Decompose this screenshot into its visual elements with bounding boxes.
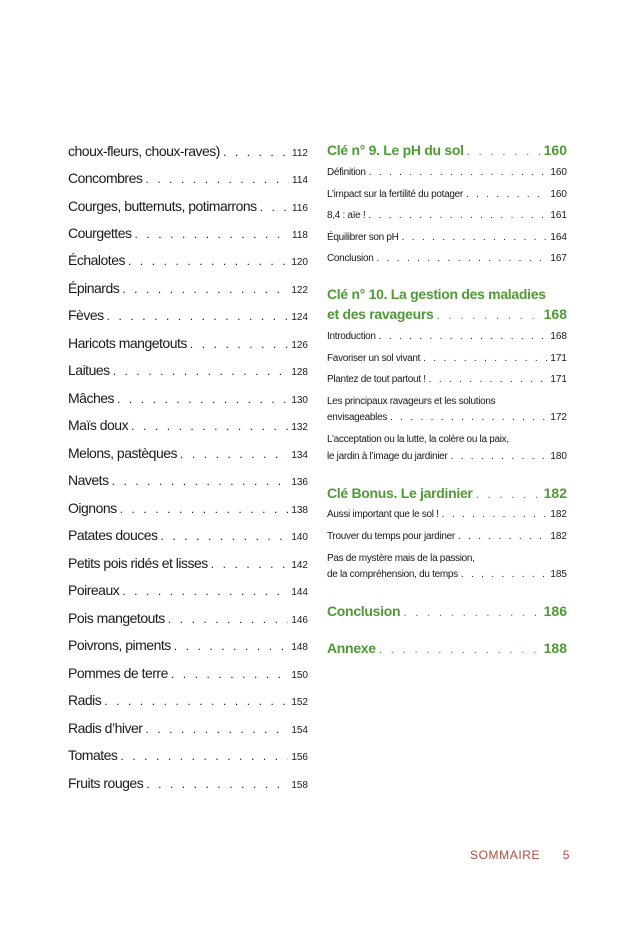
toc-subentry-line[interactable]: Pas de mystère mais de la passion, <box>327 553 475 564</box>
toc-subentry[interactable]: Introduction . . . 168 <box>327 331 567 342</box>
toc-entry[interactable]: Navets . . . 136 <box>68 472 308 488</box>
chapter-heading[interactable]: et des ravageurs . . . 168 <box>327 306 567 322</box>
page-footer <box>470 848 570 862</box>
toc-entry[interactable]: Patates douces . . . 140 <box>68 527 308 543</box>
toc-entry[interactable]: Haricots mangetouts . . . 126 <box>68 335 308 351</box>
toc-subentry-line[interactable]: Les principaux ravageurs et les solutions <box>327 396 496 407</box>
toc-entry[interactable]: Radis d’hiver . . . 154 <box>68 720 308 736</box>
toc-subentry[interactable]: Aussi important que le sol ! . . . 182 <box>327 509 567 520</box>
chapter-heading-line[interactable]: Clé n° 10. La gestion des maladies <box>327 286 546 302</box>
toc-entry[interactable]: Courgettes . . . 118 <box>68 225 308 241</box>
toc-subentry[interactable]: Équilibrer son pH . . . 164 <box>327 232 567 243</box>
toc-subentry[interactable]: envisageables . . . 172 <box>327 412 567 423</box>
toc-entry[interactable]: Petits pois ridés et lisses . . . 142 <box>68 555 308 571</box>
chapter-heading[interactable]: Clé Bonus. Le jardinier . . . 182 <box>327 485 567 501</box>
toc-subentry[interactable]: Définition . . . 160 <box>327 167 567 178</box>
toc-subentry[interactable]: L’impact sur la fertilité du potager . . . 160 <box>327 189 567 200</box>
toc-subentry[interactable]: le jardin à l’image du jardinier . . . 180 <box>327 451 567 462</box>
toc-entry[interactable]: Laitues . . . 128 <box>68 362 308 378</box>
toc-entry[interactable]: Melons, pastèques . . . 134 <box>68 445 308 461</box>
toc-subentry[interactable]: Favoriser un sol vivant . . . 171 <box>327 353 567 364</box>
toc-entry[interactable]: choux-fleurs, choux-raves) . . . 112 <box>68 143 308 159</box>
toc-entry[interactable]: Maïs doux . . . 132 <box>68 417 308 433</box>
toc-subentry[interactable]: 8,4 : aïe ! . . . 161 <box>327 210 567 221</box>
toc-entry[interactable]: Mâches . . . 130 <box>68 390 308 406</box>
toc-subentry[interactable]: Conclusion . . . 167 <box>327 253 567 264</box>
toc-entry[interactable]: Concombres . . . 114 <box>68 170 308 186</box>
toc-entry[interactable]: Radis . . . 152 <box>68 692 308 708</box>
toc-entry[interactable]: Poireaux . . . 144 <box>68 582 308 598</box>
toc-entry[interactable]: Fèves . . . 124 <box>68 307 308 323</box>
toc-entry[interactable]: Épinards . . . 122 <box>68 280 308 296</box>
toc-entry[interactable]: Tomates . . . 156 <box>68 747 308 763</box>
toc-entry[interactable]: Échalotes . . . 120 <box>68 252 308 268</box>
toc-entry[interactable]: Poivrons, piments . . . 148 <box>68 637 308 653</box>
chapter-heading[interactable]: Clé n° 9. Le pH du sol . . . 160 <box>327 142 567 158</box>
toc-subentry[interactable]: Trouver du temps pour jardiner . . . 182 <box>327 531 567 542</box>
footer-section-label: SOMMAIRE <box>470 848 541 862</box>
toc-subentry-line[interactable]: L’acceptation ou la lutte, la colère ou la paix, <box>327 434 509 445</box>
chapter-heading[interactable]: Annexe . . . 188 <box>327 640 567 656</box>
toc-subentry[interactable]: de la compréhension, du temps . . . 185 <box>327 569 567 580</box>
toc-entry[interactable]: Fruits rouges . . . 158 <box>68 775 308 791</box>
toc-subentry[interactable]: Plantez de tout partout ! . . . 171 <box>327 374 567 385</box>
toc-entry[interactable]: Oignons . . . 138 <box>68 500 308 516</box>
chapter-heading[interactable]: Conclusion . . . 186 <box>327 603 567 619</box>
toc-entry[interactable]: Pois mangetouts . . . 146 <box>68 610 308 626</box>
page-number: 5 <box>562 848 570 862</box>
toc-entry[interactable]: Pommes de terre . . . 150 <box>68 665 308 681</box>
toc-entry[interactable]: Courges, butternuts, potimarrons . . . 116 <box>68 198 308 214</box>
